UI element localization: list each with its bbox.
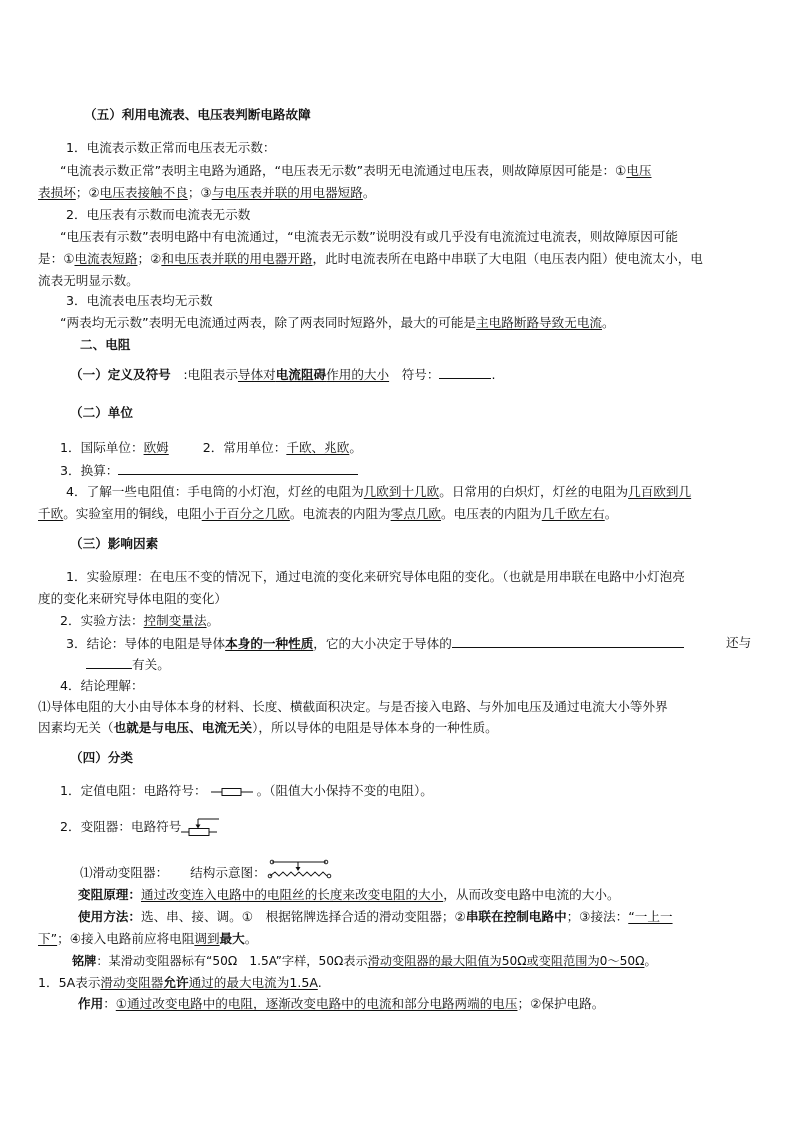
paragraph-line: 4．了解一些电阻值：手电筒的小灯泡，灯丝的电阻为几欧到十几欧。日常用的白炽灯，灯丝的电阻为几百欧到几 <box>66 484 692 499</box>
paragraph-line: 还与 <box>726 635 752 650</box>
paragraph-line: 流表无明显示数。 <box>38 273 139 288</box>
item-title: 4．结论理解： <box>60 678 144 693</box>
paragraph-line: 千欧。实验室用的铜线，电阻小于百分之几欧。电流表的内阻为零点几欧。电压表的内阻为几千欧左右。 <box>38 506 618 521</box>
answer-blank <box>439 366 491 379</box>
fixed-resistor-symbol-icon <box>211 786 253 798</box>
item-title: 2．电压表有示数而电流表无示数 <box>66 207 251 222</box>
slider-rheostat-line: ⑴滑动变阻器： 结构示意图： <box>80 857 336 883</box>
rheostat-structure-diagram-icon <box>266 857 336 883</box>
paragraph-line: 是：①电流表短路；②和电压表并联的用电器开路，此时电流表所在电路中串联了大电阻（电压表内阻）使电流太小，电 <box>38 251 703 266</box>
fixed-resistor-line: 1．定值电阻：电路符号： 。（阻值大小保持不变的电阻）。 <box>60 783 433 798</box>
paragraph-line: “两表均无示数”表明无电流通过两表，除了两表同时短路外，最大的可能是主电路断路导致无电流。 <box>60 315 615 330</box>
section-title-classification: （四）分类 <box>70 750 133 765</box>
usage-line: 使用方法：选、串、接、调。① 根据铭牌选择合适的滑动变阻器；②串联在控制电路中；③接法：“一上一 <box>78 909 673 924</box>
section-title-unit: （二）单位 <box>70 405 133 420</box>
paragraph-line: 2．实验方法：控制变量法。 <box>60 613 220 628</box>
answer-blank <box>118 462 358 475</box>
principle-line: 变阻原理：通过改变连入电路中的电阻丝的长度来改变电阻的大小，从而改变电路中电流的大小。 <box>78 887 620 902</box>
paragraph-line: 1．实验原理：在电压不变的情况下，通过电流的变化来研究导体电阻的变化。（也就是用串联在电路中小灯泡亮 <box>66 569 685 584</box>
paragraph-line: 度的变化来研究导体电阻的变化） <box>38 591 227 606</box>
section-title-factors: （三）影响因素 <box>70 536 159 551</box>
paragraph-line: 3．结论：导体的电阻是导体本身的一种性质，它的大小决定于导体的 <box>66 635 684 652</box>
function-line: 作用：①通过改变电路中的电阻，逐渐改变电路中的电流和部分电路两端的电压；②保护电路。 <box>78 996 605 1011</box>
item-title: 1．电流表示数正常而电压表无示数： <box>66 140 276 155</box>
item-title: 3．电流表电压表均无示数 <box>66 293 213 308</box>
chapter-title-resistance: 二、电阻 <box>80 337 131 352</box>
rheostat-symbol-icon <box>181 815 221 839</box>
paragraph-line: 有关。 <box>86 656 170 673</box>
conversion-line: 3．换算： <box>60 462 358 479</box>
paragraph-line: “电压表有示数”表明电路中有电流通过，“电流表无示数”说明没有或几乎没有电流流过电流表，则故障原因可能 <box>60 229 679 244</box>
definition-line: （一）定义及符号 :电阻表示导体对电流阻碍作用的大小 符号： . <box>70 367 496 382</box>
nameplate-line: 1．5A表示滑动变阻器允许通过的最大电流为1.5A. <box>38 975 322 990</box>
paragraph-line: “电流表示数正常”表明主电路为通路，“电压表无示数”表明无电流通过电压表，则故障原因可能是：①电压 <box>60 163 652 178</box>
paragraph-line: 表损坏；②电压表接触不良；③与电压表并联的用电器短路。 <box>38 185 376 200</box>
rheostat-line: 2．变阻器：电路符号 <box>60 815 221 839</box>
nameplate-line: 铭牌：某滑动变阻器标有“50Ω 1.5A”字样，50Ω表示滑动变阻器的最大阻值为50Ω或变阻范围为0～50Ω。 <box>72 954 657 968</box>
section-title-fault: （五）利用电流表、电压表判断电路故障 <box>84 107 311 122</box>
paragraph-line: 因素均无关（也就是与电压、电流无关），所以导体的电阻是导体本身的一种性质。 <box>38 720 498 735</box>
unit-line: 1．国际单位：欧姆 2．常用单位：千欧、兆欧。 <box>60 440 362 455</box>
usage-line: 下”；④接入电路前应将电阻调到最大。 <box>38 931 258 946</box>
answer-blank <box>86 656 132 669</box>
paragraph-line: ⑴导体电阻的大小由导体本身的材料、长度、横截面积决定。与是否接入电路、与外加电压及通过电流大小等外界 <box>38 699 668 714</box>
answer-blank <box>452 635 684 648</box>
